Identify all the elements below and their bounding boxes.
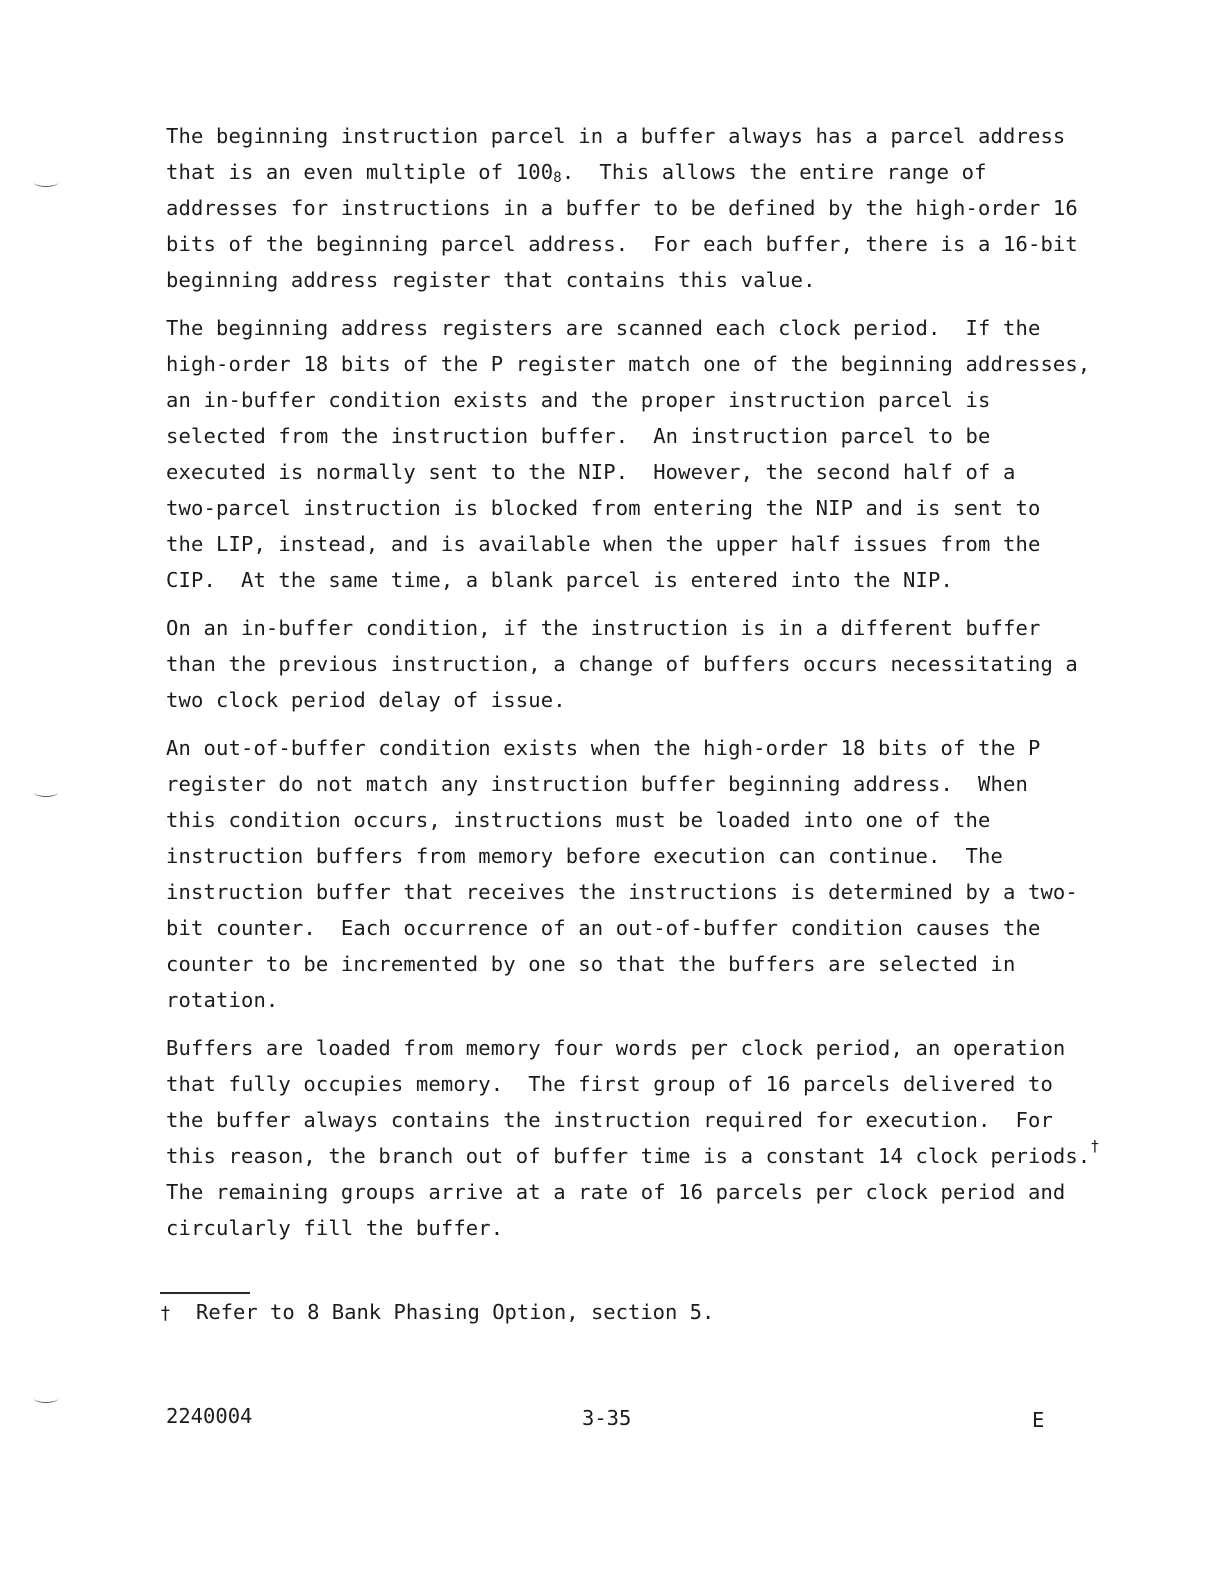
footnote-dagger-mark: † [160,1303,171,1324]
text-line: high-order 18 bits of the P register match one of the beginning addresses, [166,352,1091,376]
text-line: bit counter. Each occurrence of an out-of-buffer condition causes the [166,916,1041,940]
text-line: On an in-buffer condition, if the instruction is in a different buffer [166,616,1041,640]
text-line: this condition occurs, instructions must be loaded into one of the [166,808,991,832]
text-line: addresses for instructions in a buffer to be defined by the high-order 16 [166,196,1078,220]
footnote [160,1296,714,1330]
paragraph [166,310,1091,598]
text-line: bits of the beginning parcel address. For each buffer, there is a 16-bit [166,232,1078,256]
binder-hole-mark [34,178,58,187]
binder-hole-mark [34,788,58,797]
text-line: beginning address register that contains this value. [166,268,816,292]
text-line: instruction buffers from memory before execution can continue. The [166,844,1003,868]
body-text [166,118,1100,1258]
paragraph [166,610,1078,718]
text-line: selected from the instruction buffer. An instruction parcel to be [166,424,991,448]
text-line: counter to be incremented by one so that the buffers are selected in [166,952,1016,976]
text-line: than the previous instruction, a change of buffers occurs necessitating a [166,652,1078,676]
text-line: CIP. At the same time, a blank parcel is entered into the NIP. [166,568,953,592]
paragraph [166,118,1078,298]
text-line: two-parcel instruction is blocked from entering the NIP and is sent to [166,496,1041,520]
text-line: this reason, the branch out of buffer time is a constant 14 clock periods.† [166,1137,1100,1168]
text-line: the LIP, instead, and is available when the upper half issues from the [166,532,1041,556]
text-line: The remaining groups arrive at a rate of 16 parcels per clock period and [166,1180,1066,1204]
text-line: the buffer always contains the instruction required for execution. For [166,1108,1053,1132]
footer-document-number: 2240004 [166,1404,253,1428]
footer-revision: E [1032,1408,1045,1432]
binder-hole-mark [34,1394,58,1403]
paragraph [166,730,1078,1018]
text-line: instruction buffer that receives the instructions is determined by a two- [166,880,1078,904]
subscript: 8 [553,170,562,186]
text-line: register do not match any instruction buffer beginning address. When [166,772,1028,796]
text-line: that fully occupies memory. The first group of 16 parcels delivered to [166,1072,1053,1096]
text-line: The beginning instruction parcel in a buffer always has a parcel address [166,124,1066,148]
text-line: rotation. [166,988,279,1012]
text-line: that is an even multiple of $100_8$. This allows the entire range of [166,160,987,186]
text-line: An out-of-buffer condition exists when the high-order 18 bits of the P [166,736,1041,760]
text-line: two clock period delay of issue. [166,688,566,712]
footnote-rule [160,1292,250,1294]
text-line: an in-buffer condition exists and the proper instruction parcel is [166,388,991,412]
paragraph [166,1030,1100,1246]
text-line: Buffers are loaded from memory four words per clock period, an operation [166,1036,1066,1060]
footnote-text: Refer to 8 Bank Phasing Option, section 5. [196,1300,715,1324]
footnote-reference-mark: † [1090,1137,1100,1155]
text-line: executed is normally sent to the NIP. However, the second half of a [166,460,1016,484]
text-line: The beginning address registers are scanned each clock period. If the [166,316,1041,340]
footer-page-number: 3-35 [582,1406,632,1430]
text-line: circularly fill the buffer. [166,1216,504,1240]
